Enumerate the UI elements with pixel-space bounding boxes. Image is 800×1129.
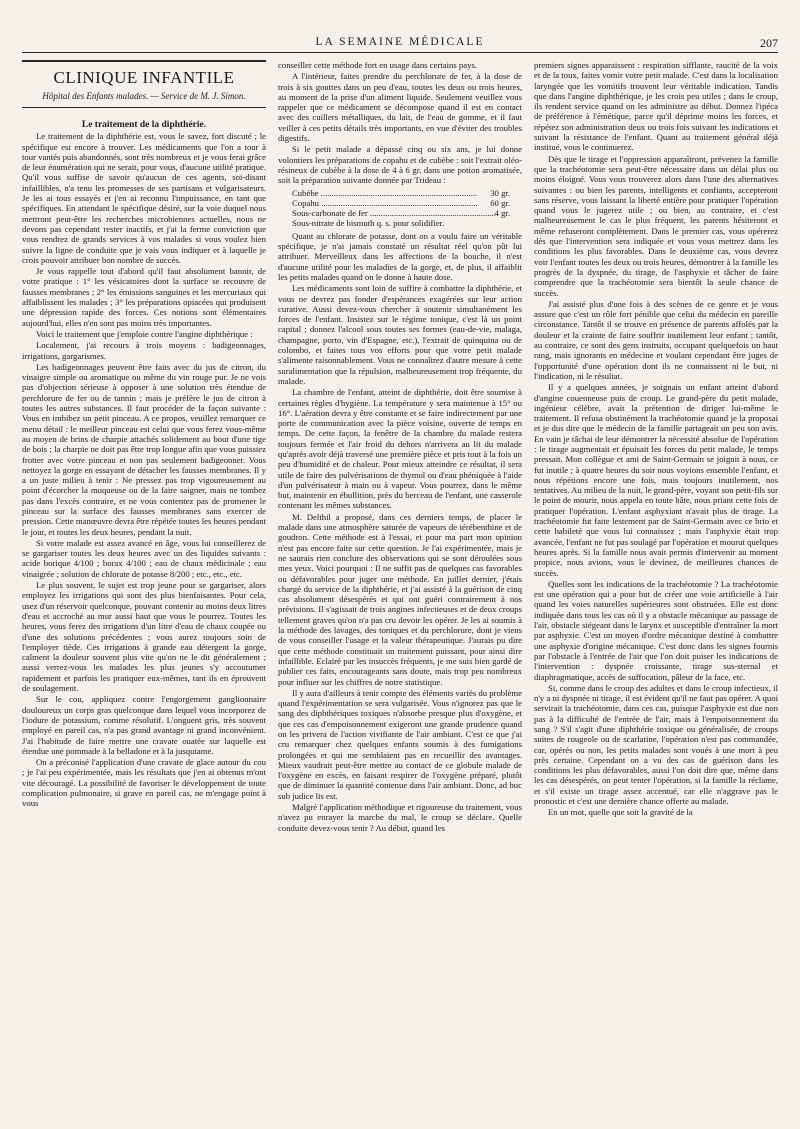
- paragraph: Si votre malade est assez avancé en âge, vous lui conseillerez de se gargariser toutes les deux heures avec un des liquides suivants : acide borique 4/100 ; borax 4/100 ; eau de chaux médicinale ; eau vinaigrée ; solution de chlorate de potasse 8/200 ; etc., etc., etc.: [22, 537, 266, 579]
- paragraph: Le plus souvent, le sujet est trop jeune pour se gargariser, alors employez les irrigations qui sont des plus bienfaisantes. Pour cela, usez d'un réservoir quelconque, pouvant contenir au moins deux litres d'eau et accroché au mur aussi haut que vous le pourrez. Toutes les heures, vous ferez des irrigations d'un litre d'eau de chaux coupée ou d'une des solutions précédentes ; vous aurez toujours soin de l'employer tiède. Ces irrigations à grande eau détergent la gorge, calment la douleur souvent plus vite qu'on ne le dit généralement ; aussi verrez-vous les malades les plus jeunes s'y accoutumer rapidement et parfois les pratiquer eux-mêmes, tant ils en éprouvent de soulagement.: [22, 580, 266, 694]
- paragraph: On a préconisé l'application d'une cravate de glace autour du cou ; je l'ai peu expérimentée, mais les résultats que j'en ai obtenus m'ont vite découragé. La possibilité de favoriser le développement de toute complication pulmonaire, si grave en pareil cas, ne m'engage point à vous: [22, 757, 266, 809]
- paragraph: Les badigeonnages peuvent être faits avec du jus de citron, du vinaigre simple ou aromatique ou même du vin rouge pur. Je ne vois pas d'objection sérieuse à opposer à une solution très étendue de perchlorure de fer ou de tannin ; mais je préfère le jus de citron à toutes les autres substances. Il faut procéder de la façon suivante : Vous en imbibez un petit pinceau. A ce propos, veuillez remarquer ce menu détail : le meilleur pinceau est celui que vous ferez vous-même au moyen de brins de charpie attachés solidement au bout d'une tige de bois ; la charpie ne doit pas être trop longue afin que vous puissiez frotter avec votre pinceau et non pas seulement badigeonner. Vous nettoyez la gorge en essayant de détacher les fausses membranes. Il y a un juste milieu à tenir : Ne pressez pas trop vigoureusement au point d'écorcher la muqueuse ou de la faire saigner, mais ne tombez pas dans l'excès contraire, et ne vous contentez pas de promener le pinceau sur la surface des fausses membranes sans exercer de pression. Cette manœuvre devra être répétée toutes les heures pendant le jour, et toutes les deux heures, pendant la nuit.: [22, 361, 266, 537]
- section-subtitle: Hôpital des Enfants malades. — Service de M. J. Simon.: [42, 91, 246, 101]
- running-header: [22, 36, 778, 53]
- recipe-ingredient: Copahu .....: [292, 198, 490, 208]
- recipe-row: [292, 188, 522, 198]
- paragraph: premiers signes apparaissent : respiration sifflante, raucité de la voix et de la toux, faites vomir votre petit malade. C'est dans la localisation laryngée que les vomitifs trouvent leur véritable indication. Tandis que dans l'angine diphthérique, je les crois peu utiles ; dans le croup, ils rendent service quand on les administre au début. Donnez l'ipéca de préférence à l'émétique, parce qu'il déprime moins les forces, et répétez son administration deux ou trois fois suivant les indications et suivant la résistance de l'enfant. Quant au traitement général déjà institué, vous le continuerez.: [534, 60, 778, 153]
- section-heading: [22, 60, 266, 108]
- column-3: [534, 60, 778, 1111]
- paragraph: En un mot, quelle que soit la gravité de la: [548, 807, 693, 818]
- column-2: [278, 60, 522, 1111]
- recipe-row: [292, 198, 522, 208]
- recipe-ingredient: Sous-carbonate de fer .....: [292, 208, 495, 218]
- paragraph: Localement, j'ai recours à trois moyens : badigeonnages, irrigations, gargarismes.: [22, 340, 266, 361]
- paragraph: A l'intérieur, faites prendre du perchlorure de fer, à la dose de trois à six gouttes dans un peu d'eau, toutes les deux ou trois heures, au moment de la prise d'un aliment liquide. Seulement veuillez vous rappeler que ce médicament se décompose quand il est en contact avec des cuillers métalliques, du lait, de l'eau de gomme, et il faut veiller à ces petits détails très importants, en vue d'éviter des troubles digestifs.: [278, 71, 522, 144]
- section-title: CLINIQUE INFANTILE: [53, 68, 235, 87]
- paragraph: Malgré l'application méthodique et rigoureuse du traitement, vous n'avez pu enrayer la marche du mal, le croup se déclare. Quelle conduite devez-vous tenir ? Au début, quand les: [278, 802, 522, 833]
- recipe-ingredient: Cubèbe .....: [292, 188, 490, 198]
- page-number: 207: [760, 36, 778, 50]
- recipe-quantity: 4 gr.: [494, 208, 510, 219]
- paragraph: Je vous rappelle tout d'abord qu'il faut absolument bannir, de votre pratique : 1° les vésicatoires dont la surface se recouvre de fausses membranes ; 2° les émissions sanguines et les mercuriaux qui affaiblissent les malades ; 3° les préparations opiacées qui produisent une dépression rapide des forces. Ces notions sont élémentaires aujourd'hui, elles n'en sont pas moins très importantes.: [22, 266, 266, 328]
- paragraph: conseiller cette méthode fort en usage dans certains pays.: [278, 60, 478, 70]
- recipe: [292, 188, 522, 229]
- paragraph: Voici le traitement que j'emploie contre l'angine diphthérique :: [36, 328, 253, 339]
- text-columns: [22, 60, 778, 1111]
- paragraph: Il y aura d'ailleurs à tenir compte des éléments variés du problème quand l'expérimentation se sera vulgarisée. Vous n'ignorez pas que le sang des diphthériques toxiques n'absorbe presque plus d'oxygène, et que ces cas d'empoisonnement exigeront une grande prudence quand on les privera de l'action vivifiante de l'air ambiant. C'est ce que j'ai cru remarquer chez quelques enfants soumis à des fumigations prolongées et qui me semblaient pas en recueillir des avantages. Mieux vaudrait peut-être mettre au contact de ce globule malade de l'oxygène en excès, en faisant respirer de l'oxygène préparé, plutôt que de diminuer la quantité contenue dans l'air ambiant. Donc, ad huc sub judice lis est.: [278, 687, 522, 801]
- recipe-quantity: 30 gr.: [490, 187, 510, 198]
- recipe-quantity: 60 gr.: [490, 197, 510, 208]
- article-title: Le traitement de la diphthérie.: [81, 120, 207, 130]
- paragraph: Si, comme dans le croup des adultes et dans le croup infectieux, il n'y a ni dyspnée ni tirage, il est évident qu'il ne faut pas opérer. A quoi servirait la trachéotomie, dans ces cas, puisque l'asphyxie est due non pas à la difficulté de l'entrée de l'air, mais à l'empoisonnement du sang ? S'il s'agit d'une diphthérie toxique ou généralisée, de croups suites de rougeole ou de scarlatine, l'opération n'est pas commandée, car, opérés ou non, les petits malades sont voués à une mort à peu près certaine. Cependant on a vu des cas de guérison dans les conditions les plus défavorables, aussi l'on doit dire que, même dans les cas désespérés, on peut tenter l'opération, si la famille la réclame, et s'il existe un tirage assez accentué, car elle n'aggrave pas le pronostic et c'est une dernière chance offerte au malade.: [534, 682, 778, 807]
- recipe-note: Sous-nitrate de bismuth q. s. pour solidifier.: [292, 218, 445, 229]
- paragraph: Le traitement de la diphthérie est, vous le savez, fort discuté ; le spécifique est encore à trouver. Les médicaments que l'on a tour à tour vantés puis abandonnés, sont très nombreux et je vous ferai grâce de leur énumération qui ne serait, pour vous, d'aucune utilité pratique. Qu'il vous suffise de savoir qu'aucun de ces agents, soi-disant infaillibles, n'a tenu les promesses de ses partisans et vulgarisateurs. Je les ai tous essayés et j'en ai reconnu l'impuissance, en tant que spécifiques. En attendant le spécifique désiré, sur la voie duquel nous mettront peut-être les recherches microbiennes actuelles, nous ne devons pas cependant rester inactifs, et j'ai la ferme conviction que vous rendrez de grands services à vos malades si vous voulez bien suivre la ligne de conduite que je vais vous indiquer et à laquelle je crois pouvoir attribuer bon nombre de succès.: [22, 131, 266, 265]
- paragraph: J'ai assisté plus d'une fois à des scènes de ce genre et je vous assure que c'est un rôle fort pénible que celui du médecin en pareille circonstance. Tantôt il se trouve en présence de parents affolés par la douleur et la crainte de faire souffrir inutilement leur enfant ; tantôt, au contraire, ce sont des gens instruits, occupant quelquefois un haut rang, mais ignorants en médecine et voulant cependant être juges de l'opportunité d'une opération dont ils ne connaissent ni le but, ni l'indication, ni le résultat.: [534, 298, 778, 381]
- paragraph: La chambre de l'enfant, atteint de diphthérie, doit être soumise à certaines règles d'hygiène. La température y sera maintenue à 15° ou 16°. L'aération devra y être constante et se faire indirectement par une porte de communication avec la pièce voisine, ouverte de temps en temps. De cette façon, la fenêtre de la chambre du malade restera toujours fermée et l'air froid du dehors n'arrivera au lit du malade qu'après avoir déjà traversé une première pièce et pris tout à la fois un peu d'humidité et de chaleur. Pour mieux atteindre ce résultat, il sera utile de faire des pulvérisations de thymol ou d'eau phéniquée à l'aide d'un pulvérisateur à main ou à vapeur. Vous pourrez, dans le même but, maintenir en ébullition, près du berceau de l'enfant, une casserole contenant les mêmes substances.: [278, 387, 522, 511]
- paragraph: Si le petit malade a dépassé cinq ou six ans, je lui donne volontiers les préparations de copahu et de cubèbe : soit l'extrait oléo-résineux de cubèbe à la dose de 4 à 6 gr. dans une potion aromatisée, soit la préparation suivante donnée par Trideau :: [278, 144, 522, 186]
- paragraph: Quelles sont les indications de la trachéotomie ? La trachéotomie est une opération qui a pour but de créer une voie artificielle à l'air quand les voies naturelles supérieures sont obstruées. Elle est donc indiquée dans tous les cas où il y a obstacle mécanique au passage de l'air, obstacle siégeant dans le larynx et susceptible d'entraîner la mort par asphyxie. C'est un moyen d'ordre mécanique destiné à combattre une asphyxie d'origine mécanique. C'est donc dans les signes fournis par l'obstacle à l'entrée de l'air que l'on doit puiser les indications de l'intervention : dyspnée croissante, tirage sus-sternal et diaphragmatique, accès de suffocation, pâleur de la face, etc.: [534, 578, 778, 682]
- paragraph: Les médicaments sont loin de suffire à combattre la diphthérie, et vous ne devrez pas fonder d'espérances exagérées sur leur action curative. Aussi devez-vous chercher à soutenir simultanément les forces de l'enfant. Insistez sur le régime tonique, c'est là un point capital ; donnez l'alcool sous toutes ses formes (eau-de-vie, malaga, champagne, porto, vin d'Espagne, etc.), l'extrait de quinquina ou de colombo, et faites tous vos efforts pour que votre petit malade s'alimente raisonnablement. Vous ne connaîtrez d'autre mesure à cette suralimentation que la répulsion, malheureusement trop fréquente, du malade.: [278, 283, 522, 386]
- column-1: [22, 60, 266, 1111]
- journal-title: LA SEMAINE MÉDICALE: [315, 36, 485, 48]
- paragraph: Quant au chlorate de potasse, dont on a voulu faire un véritable spécifique, je n'ai jamais constaté un résultat réel qu'on pût lui attribuer. Merveilleux dans les affections de la bouche, il n'est d'aucune utilité pour les maladies de la gorge, et, de plus, il affaiblit les petits malades quand on le donne à haute dose.: [278, 230, 522, 282]
- paragraph: Sur le cou, appliquez contre l'engorgement ganglionnaire douloureux un corps gras quelconque dans lequel vous incorporez de l'iodure de potassium, comme résolutif. L'onguent gris, très souvent employé en pareil cas, n'a pas grand avantage ni grand inconvénient. J'ai l'habitude de faire mettre une cravate ouatée sur laquelle est étendue une pommade à la belladone et à la jusquiame.: [22, 694, 266, 756]
- recipe-row: [292, 208, 522, 218]
- paragraph: Il y a quelques années, je soignais un enfant atteint d'abord d'angine couenneuse puis de croup. Le grand-père du petit malade, ingénieur célèbre, avait la prétention de diriger lui-même le traitement. Il refusa obstinément la trachéotomie quand je la proposai et je dus dire que le médecin de la famille partageait un peu son avis. En vain je tâchai de leur démontrer la nécessité absolue de l'opération : le tirage augmentait et épuisait les forces du petit malade, le temps pressait. Mon collègue et ami de Saint-Germain se joignit à nous, ce fut inutile ; à quatre heures du soir nous voyions ensemble l'enfant, et nous répétions encore une fois, mais toujours inutilement, nos tentatives. Au milieu de la nuit, le grand-père, voyant son petit-fils sur le point de mourir, nous appela en toute hâte, nous priant cette fois de pratiquer l'opération. L'enfant asphyxiant n'avait plus de tirage. La trachéotomie fut faite lestement par de Saint-Germain avec ce brio et cette habileté que vous lui connaissez ; mais l'asphyxie était trop avancée, l'enfant ne fut pas soulagé par l'opération et mourut quelques heures après. Si la famille nous avait permis d'intervenir au moment propice, nous avions, vous le devinez, de meilleures chances de succès.: [534, 382, 778, 578]
- paragraph: M. Delthil a proposé, dans ces derniers temps, de placer le malade dans une atmosphère saturée de vapeurs de térébenthine et de goudron. Cette méthode est à l'essai, et pour ma part mon opinion n'est pas encore faite sur cette question. Je l'ai expérimentée, mais je ne saurais rien conclure des observations qui se sont déroulées sous mes yeux. Voici pourquoi : Il ne suffit pas de quelques cas favorables ou défavorables pour juger une méthode. En juillet dernier, j'étais chargé du service de la diphthérie, et j'ai assisté à la guérison de cinq cas absolument désespérés et qui ont guéri contrairement à nos prévisions. Il s'agissait de trois angines infectieuses et de deux croups tellement graves qu'on n'a pas cru devoir les opérer. Je les ai soumis à la méthode des lavages, des toniques et du perchlorure, dont je viens de vous conseiller l'usage et la valeur thérapeutique. J'aurais pu dire que cette méthode constituait un traitement puissant, pour ainsi dire infaillible. Eclairé par les insuccès fréquents, je me suis bien gardé de publier ces faits, encourageants sans doute, mais trop peu nombreux pour influer sur les chiffres de notre statistique.: [278, 511, 522, 687]
- paragraph: Dès que le tirage et l'oppression apparaîtront, prévenez la famille que la trachéotomie sera peut-être nécessaire dans un délai plus ou moins éloigné. Vous vous trouverez alors dans l'une des alternatives suivantes : ou bien les parents, intelligents et confiants, accepteront sans réserve, vous laissant la liberté entière pour pratiquer l'opération quand vous le jugerez utile ; ou bien, au contraire, et c'est malheureusement le cas le plus fréquent, les parents hésiteront et même refuseront complètement. Dans le premier cas, vous opérerez dès que l'intervention sera indiquée et vous vous mettrez dans les conditions les plus favorables. Dans le deuxième cas, vous devrez voir l'enfant toutes les deux ou trois heures, démontrer à la famille les progrès de la dyspnée, du tirage, de l'asphyxie et tâcher de faire comprendre que la trachéotomie sera bientôt la seule chance de succès.: [534, 153, 778, 298]
